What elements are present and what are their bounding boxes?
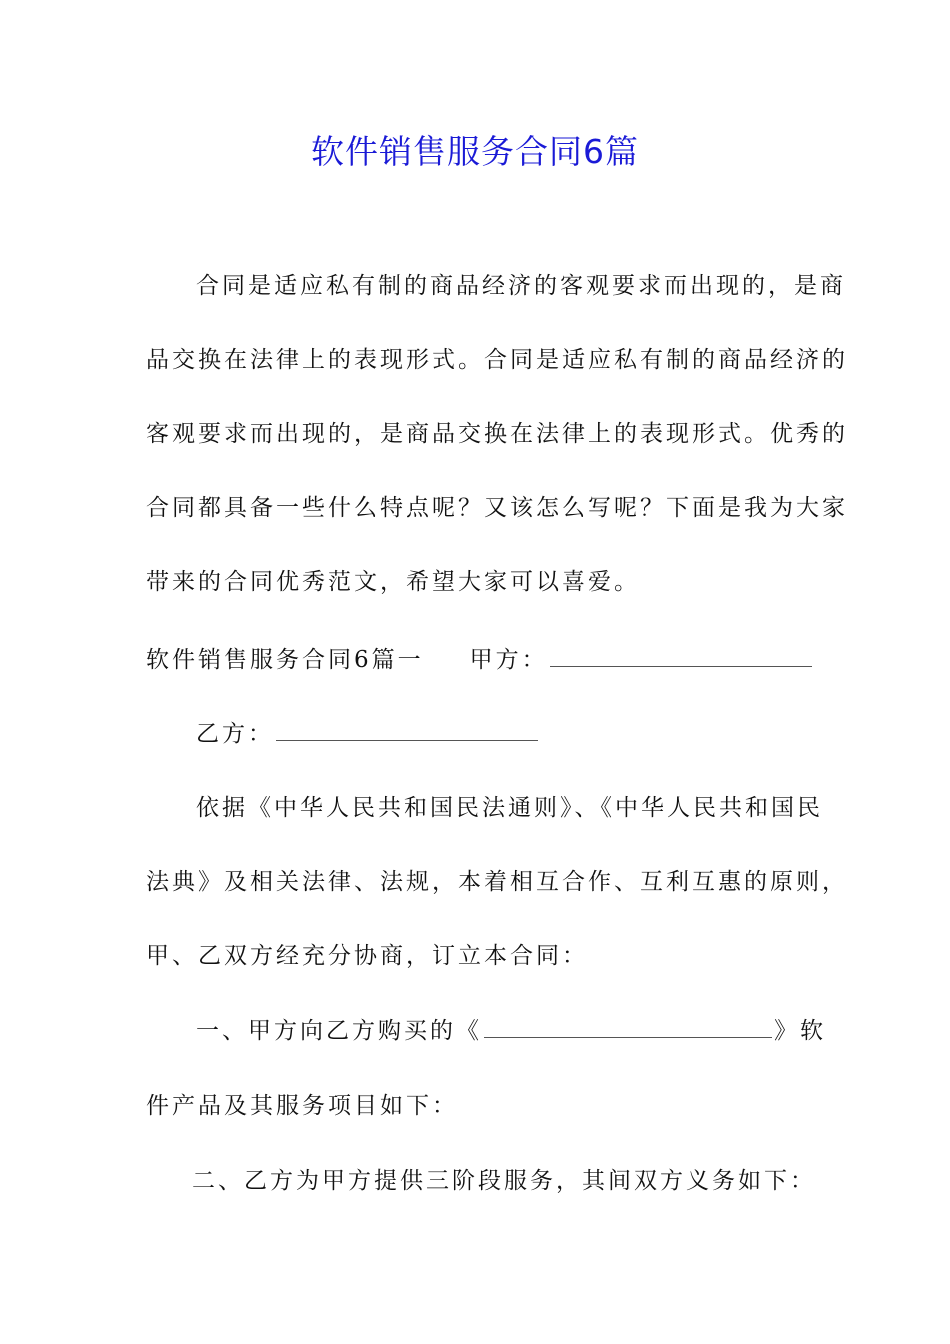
clause-1-prefix: 一、甲方向乙方购买的《: [196, 1018, 482, 1044]
party-a-blank: [550, 644, 812, 667]
intro-line-4: 合同都具备一些什么特点呢？又该怎么写呢？下面是我为大家: [146, 495, 848, 521]
basis-line-3: 甲、乙双方经充分协商，订立本合同：: [146, 943, 588, 969]
intro-line-5: 带来的合同优秀范文，希望大家可以喜爱。: [146, 569, 640, 595]
intro-line-2: 品交换在法律上的表现形式。合同是适应私有制的商品经济的: [146, 347, 848, 373]
clause-1-cont: 件产品及其服务项目如下：: [146, 1093, 458, 1119]
clause-1-row: [196, 1013, 826, 1049]
party-b-row: [196, 716, 540, 752]
document-title: 软件销售服务合同6篇: [311, 132, 639, 171]
party-a-label: 甲方：: [469, 647, 548, 673]
intro-line-3: 客观要求而出现的，是商品交换在法律上的表现形式。优秀的: [146, 421, 848, 447]
party-b-blank: [276, 718, 538, 741]
basis-line-1: 依据《中华人民共和国民法通则》、《中华人民共和国民: [196, 795, 823, 821]
clause-1-suffix: 》软: [774, 1018, 826, 1044]
section-heading-row: [146, 642, 814, 678]
clause-2: 二、乙方为甲方提供三阶段服务，其间双方义务如下：: [192, 1168, 816, 1194]
intro-line-1: 合同是适应私有制的商品经济的客观要求而出现的，是商: [196, 273, 846, 299]
section-heading: 软件销售服务合同6篇一: [146, 647, 424, 673]
party-b-label: 乙方：: [196, 721, 274, 747]
basis-line-2: 法典》及相关法律、法规，本着相互合作、互利互惠的原则，: [146, 869, 848, 895]
software-name-blank: [484, 1015, 772, 1038]
